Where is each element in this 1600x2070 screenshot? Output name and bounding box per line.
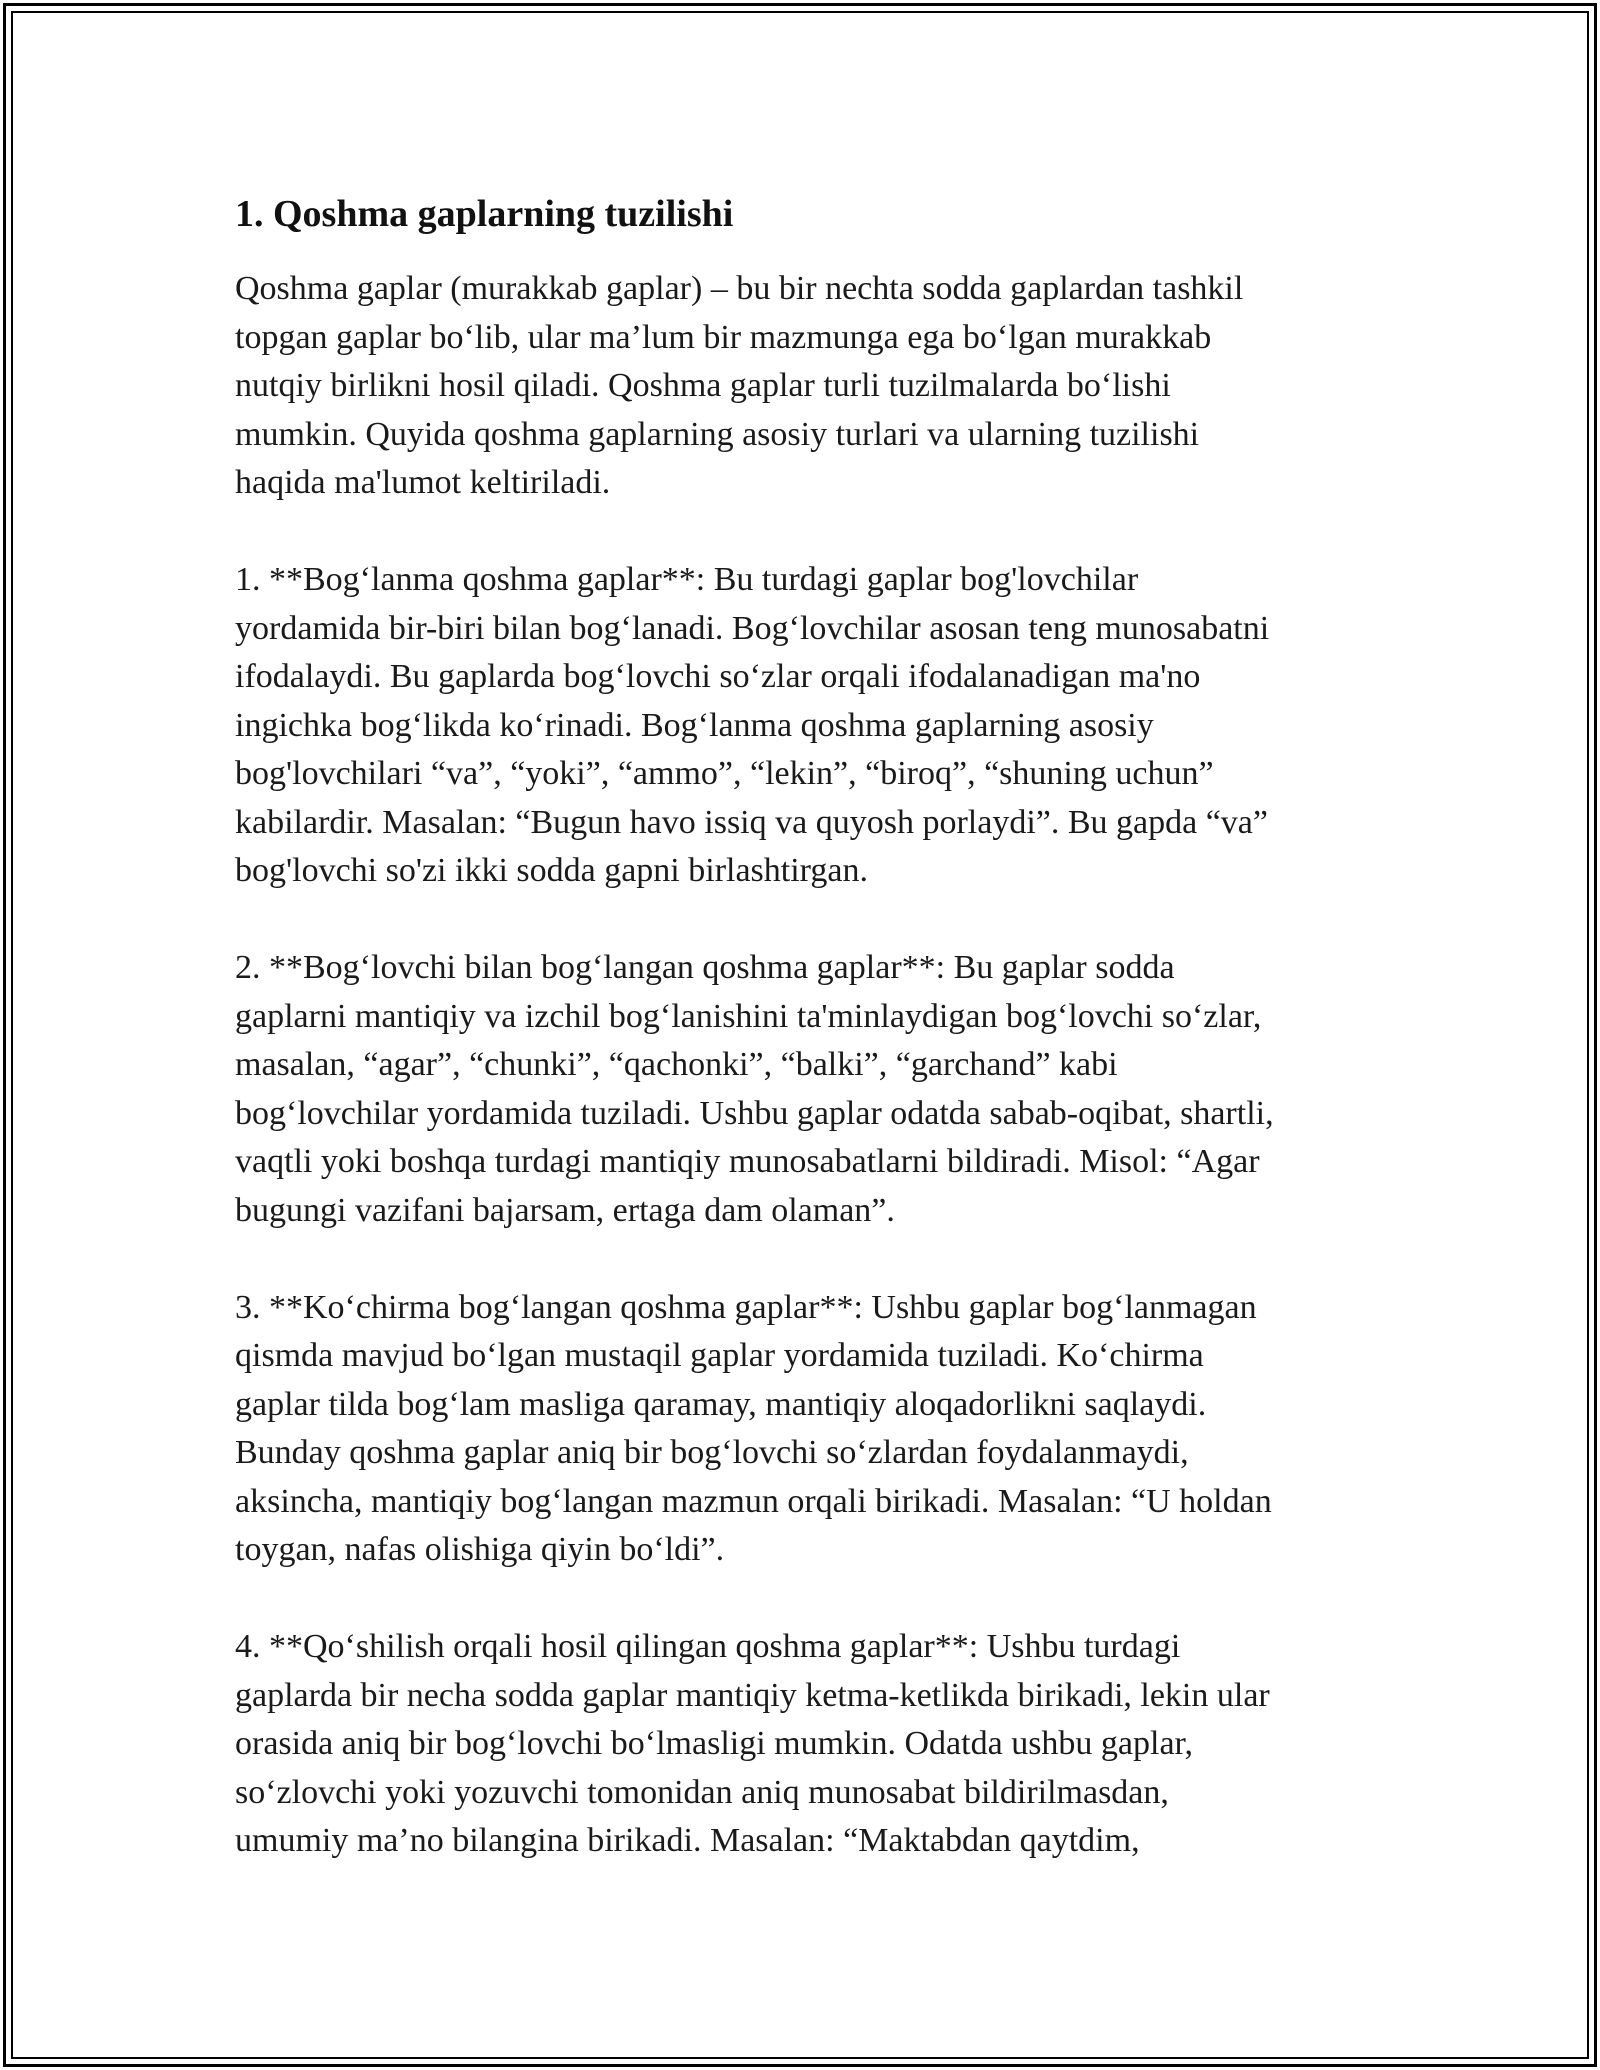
paragraph-item-3: 3. **Ko‘chirma bog‘langan qoshma gaplar**: Ushbu gaplar bog‘lanmagan qismda mavjud bo‘lgan mustaqil gaplar yordamida tuziladi. Ko‘chirma gaplar tilda bog‘lam masliga qaramay, mantiqiy aloqadorlikni saqlaydi. Bunday qoshma gaplar aniq bir bog‘lovchi so‘zlardan foydalanmaydi, aksincha, mantiqiy bog‘langan mazmun orqali birikadi. Masalan: “U holdan toygan, nafas olishiga qiyin bo‘ldi”. — [235, 1288, 1272, 1568]
paragraph-item-2: 2. **Bog‘lovchi bilan bog‘langan qoshma gaplar**: Bu gaplar sodda gaplarni mantiqiy va izchil bog‘lanishini ta'minlaydigan bog‘lovchi so‘zlar, masalan, “agar”, “chunki”, “qachonki”, “balki”, “garchand” kabi bog‘lovchilar yordamida tuziladi. Ushbu gaplar odatda sabab-oqibat, shartli, vaqtli yoki boshqa turdagi mantiqiy munosabatlarni bildiradi. Misol: “Agar bugungi vazifani bajarsam, ertaga dam olaman”. — [235, 949, 1274, 1229]
paragraph-item-1: 1. **Bog‘lanma qoshma gaplar**: Bu turdagi gaplar bog'lovchilar yordamida bir-biri bilan bog‘lanadi. Bog‘lovchilar asosan teng munosabatni ifodalaydi. Bu gaplarda bog‘lovchi so‘zlar orqali ifodalanadigan ma'no ingichka bog‘likda ko‘rinadi. Bog‘lanma qoshma gaplarning asosiy bog'lovchilari “va”, “yoki”, “ammo”, “lekin”, “biroq”, “shuning uchun” kabilardir. Masalan: “Bugun havo issiq va quyosh porlaydi”. Bu gapda “va” bog'lovchi so'zi ikki sodda gapni birlashtirgan. — [235, 561, 1270, 889]
section-heading: 1. Qoshma gaplarning tuzilishi — [235, 193, 734, 235]
intro-paragraph: Qoshma gaplar (murakkab gaplar) – bu bir nechta sodda gaplardan tashkil topgan gaplar bo‘lib, ular ma’lum bir mazmunga ega bo‘lgan murakkab nutqiy birlikni hosil qiladi. Qoshma gaplar turli tuzilmalarda bo‘lishi mumkin. Quyida qoshma gaplarning asosiy turlari va ularning tuzilishi haqida ma'lumot keltiriladi. — [235, 270, 1244, 501]
document-body — [235, 188, 1365, 1866]
paragraph-item-4: 4. **Qo‘shilish orqali hosil qilingan qoshma gaplar**: Ushbu turdagi gaplarda bir necha sodda gaplar mantiqiy ketma-ketlikda birikadi, lekin ular orasida aniq bir bog‘lovchi bo‘lmasligi mumkin. Odatda ushbu gaplar, so‘zlovchi yoki yozuvchi tomonidan aniq munosabat bildirilmasdan, umumiy ma’no bilangina birikadi. Masalan: “Maktabdan qaytdim, — [235, 1628, 1270, 1859]
